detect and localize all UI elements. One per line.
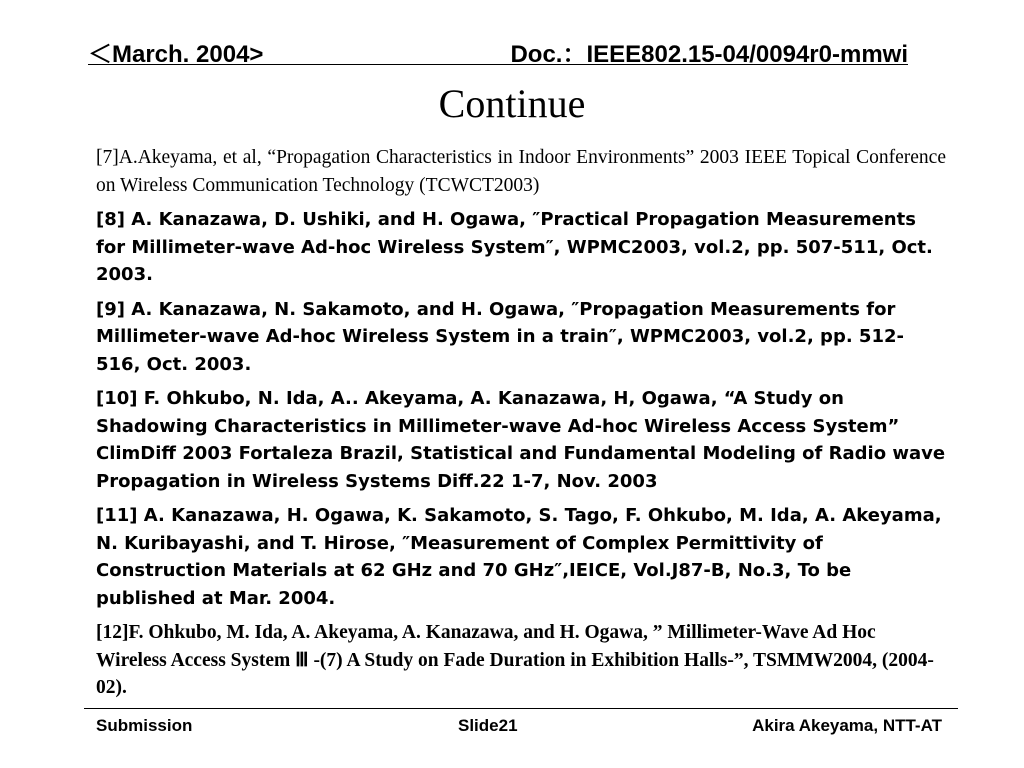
- reference-10: [10] F. Ohkubo, N. Ida, A.. Akeyama, A. Kanazawa, H, Ogawa, “A Study on Shadowing Characteristics in Millimeter-wave Ad-hoc Wireless Access System” ClimDiff 2003 Fortaleza Brazil, Statistical and Fundamental Modeling of Radio wave Propagation in Wireless Systems Diff.22 1-7, Nov. 2003: [96, 388, 946, 492]
- header-doc-id: Doc.：IEEE802.15-04/0094r0-mmwi: [510, 41, 908, 68]
- reference-list: [96, 144, 946, 709]
- footer-slide-number: Slide21: [458, 716, 518, 735]
- slide-title: Continue: [438, 81, 586, 126]
- reference-7: [7]A.Akeyama, et al, “Propagation Characteristics in Indoor Environments” 2003 IEEE Topical Conference on Wireless Communication Technology (TCWCT2003): [96, 147, 946, 196]
- footer-divider: [84, 708, 958, 709]
- reference-9: [9] A. Kanazawa, N. Sakamoto, and H. Ogawa, ″Propagation Measurements for Millimeter-wave Ad-hoc Wireless System in a train″, WPMC2003, vol.2, pp. 512-516, Oct. 2003.: [96, 298, 904, 375]
- reference-12: [12]F. Ohkubo, M. Ida, A. Akeyama, A. Kanazawa, and H. Ogawa, ” Millimeter-Wave Ad Hoc Wireless Access System Ⅲ -(7) A Study on Fade Duration in Exhibition Halls-”, TSMMW2004, (2004-02).: [96, 622, 934, 698]
- footer-author: Akira Akeyama, NTT-AT: [752, 716, 942, 735]
- reference-11: [11] A. Kanazawa, H. Ogawa, K. Sakamoto, S. Tago, F. Ohkubo, M. Ida, A. Akeyama, N. Kuribayashi, and T. Hirose, ″Measurement of Complex Permittivity of Construction Materials at 62 GHz and 70 GHz″,IEICE, Vol.J87-B, No.3, To be published at Mar. 2004.: [96, 505, 942, 609]
- header-date: ＜March. 2004>: [88, 41, 264, 68]
- reference-8: [8] A. Kanazawa, D. Ushiki, and H. Ogawa, ″Practical Propagation Measurements for Millimeter-wave Ad-hoc Wireless System″, WPMC2003, vol.2, pp. 507-511, Oct. 2003.: [96, 209, 933, 285]
- footer-submission: Submission: [96, 716, 193, 735]
- slide-header: [88, 34, 908, 68]
